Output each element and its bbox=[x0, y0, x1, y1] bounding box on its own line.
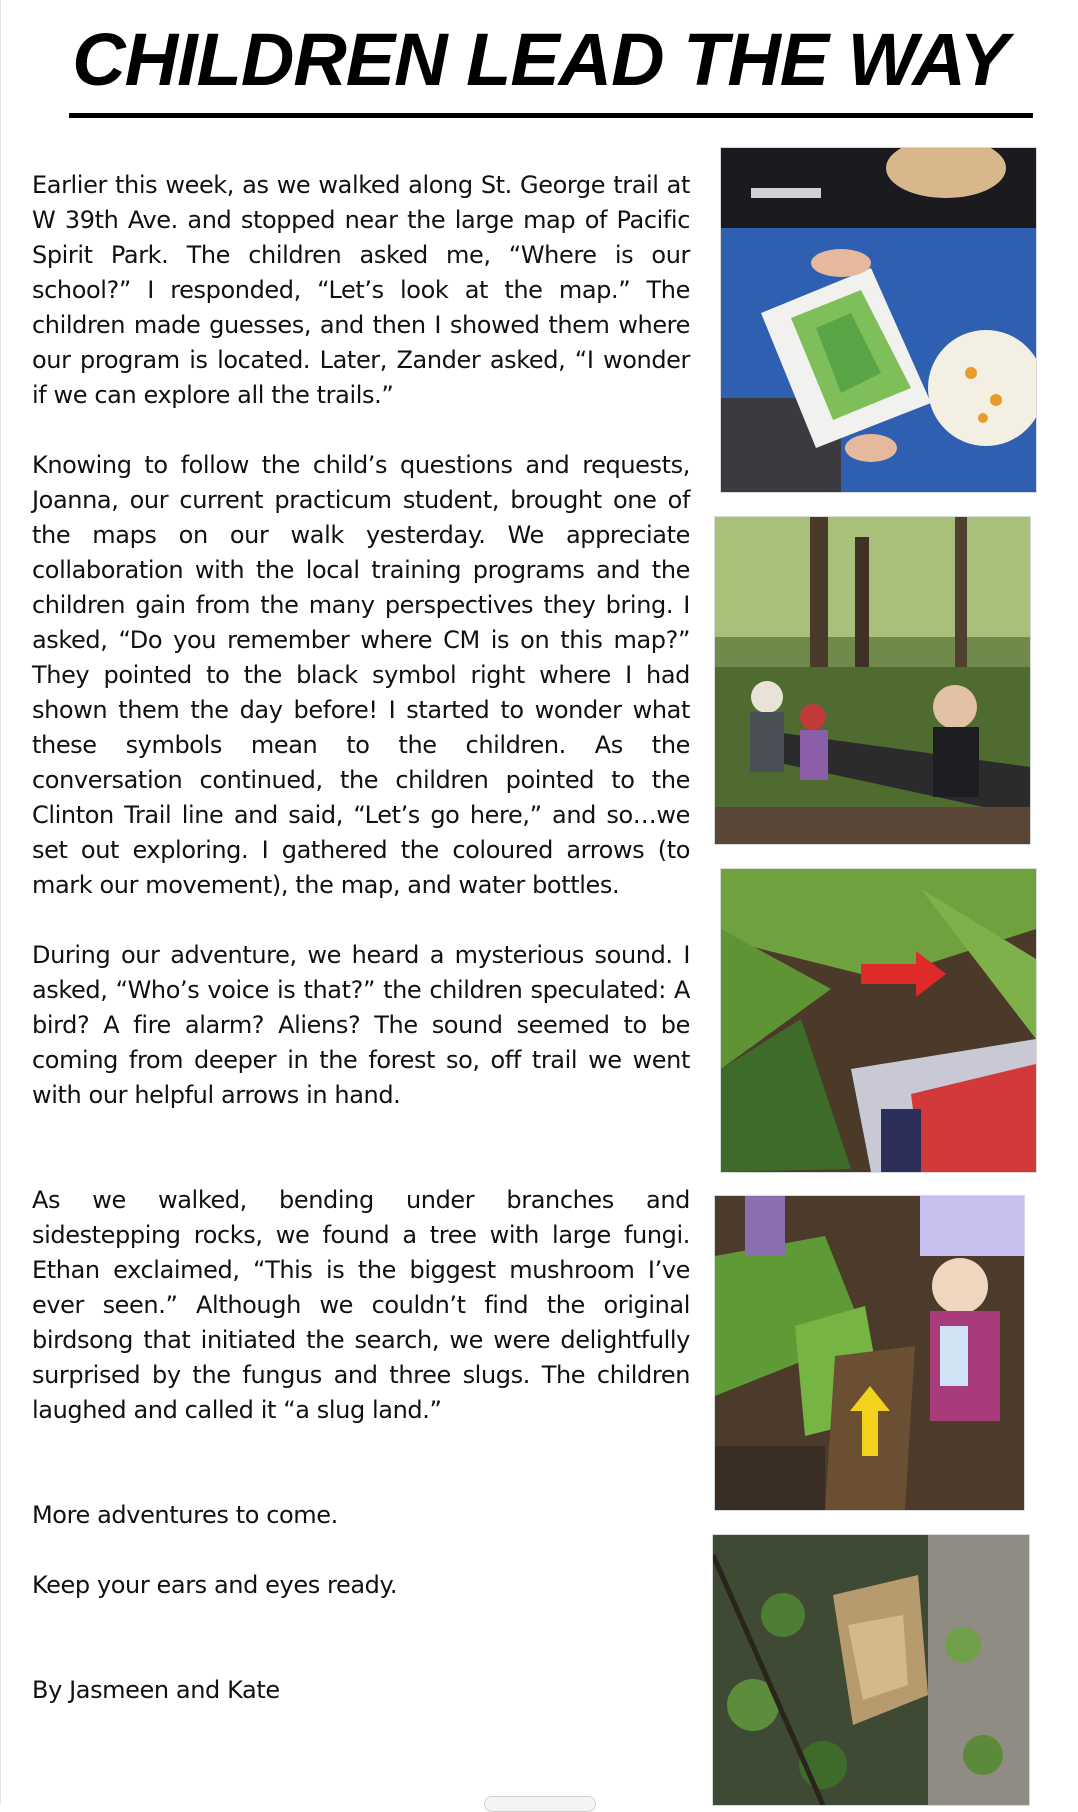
closing-line-ears-eyes: Keep your ears and eyes ready. bbox=[32, 1571, 398, 1599]
red-arrow-ferns-photo bbox=[720, 868, 1037, 1173]
article-body bbox=[32, 168, 690, 1708]
forest-children-photo bbox=[714, 516, 1031, 845]
paragraph-practicum-walk: Knowing to follow the child’s questions and requests, Joanna, our current practicum student, brought one of the maps on our walk yesterday. We appreciate collaboration with the local training programs and the children gain from the many perspectives they bring. I asked, “Do you remember where CM is on this map?” They pointed to the black symbol right where I had shown them the day before! I started to wonder what these symbols mean to the children. As the conversation continued, the children pointed to the Clinton Trail line and said, “Let’s go here,” and so…we set out exploring. I gathered the coloured arrows (to mark our movement), the map, and water bottles. bbox=[32, 451, 690, 899]
page-edge bbox=[0, 0, 1, 1804]
map-photo-icon bbox=[721, 148, 1036, 492]
paragraph-map-question: Earlier this week, as we walked along St. George trail at W 39th Ave. and stopped near the large map of Pacific Spirit Park. The children asked me, “Where is our school?” I responded, “Let’s look at the map.” The children made guesses, and then I showed them where our program is located. Later, Zander asked, “I wonder if we can explore all the trails.” bbox=[32, 171, 690, 409]
byline: By Jasmeen and Kate bbox=[32, 1676, 280, 1704]
red-arrow-ferns-photo-icon bbox=[721, 869, 1036, 1172]
ivy-tree-photo bbox=[712, 1534, 1030, 1806]
paragraph-mysterious-sound: During our adventure, we heard a mysterious sound. I asked, “Who’s voice is that?” the children speculated: A bird? A fire alarm? Aliens? The sound seemed to be coming from deeper in the forest so, off trail we went with our helpful arrows in hand. bbox=[32, 941, 690, 1109]
forest-children-photo-icon bbox=[715, 517, 1030, 844]
map-photo bbox=[720, 147, 1037, 493]
yellow-arrow-log-photo-icon bbox=[715, 1196, 1024, 1510]
title-divider bbox=[69, 113, 1033, 118]
yellow-arrow-log-photo bbox=[714, 1195, 1025, 1511]
page-title: CHILDREN LEAD THE WAY bbox=[72, 18, 1008, 101]
closing-line-adventures: More adventures to come. bbox=[32, 1501, 338, 1529]
ivy-tree-photo-icon bbox=[713, 1535, 1029, 1805]
paragraph-fungi-slugs: As we walked, bending under branches and sidestepping rocks, we found a tree with large fungi. Ethan exclaimed, “This is the biggest mushroom I’ve ever seen.” Although we couldn’t find the original birdsong that initiated the search, we were delightfully surprised by the fungus and three slugs. The children laughed and called it “a slug land.” bbox=[32, 1186, 690, 1424]
scroll-indicator bbox=[484, 1796, 596, 1812]
